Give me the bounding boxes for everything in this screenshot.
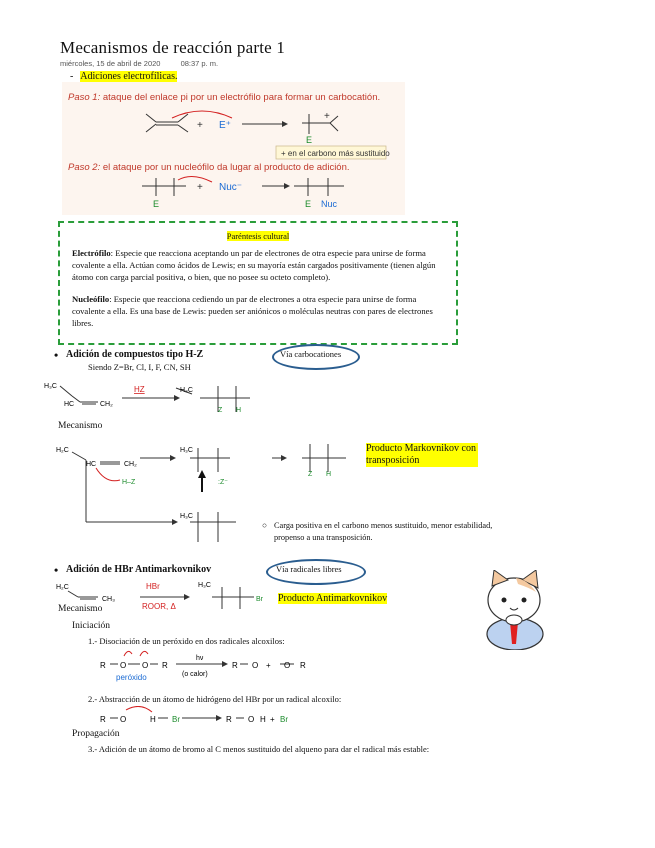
e-plus: E⁺ xyxy=(219,120,231,131)
paso1-line xyxy=(68,92,380,103)
step2-text: 2.- Abstracción de un átomo de hidrógeno del HBr por un radical alcoxilo: xyxy=(88,694,342,704)
svg-text:R: R xyxy=(162,661,168,670)
peroxido-label: peróxido xyxy=(116,673,147,682)
product-e-label: E xyxy=(305,199,312,209)
hbr-abstraction-scheme xyxy=(96,706,336,730)
svg-text:HZ: HZ xyxy=(134,385,145,394)
carbocation-note-text: Carga positiva en el carbono menos sustituido, menor estabilidad, propenso a una transposición. xyxy=(274,521,493,542)
circle-bullet: ○ xyxy=(262,521,268,530)
via-carbocationes: Vía carbocationes xyxy=(280,349,342,359)
nucleofilo-term: Nucleófilo xyxy=(72,294,110,304)
paso1-label: Paso 1: xyxy=(68,92,101,103)
nucleofilo-text: : Especie que reacciona cediendo un par de electrones a otra especie para unirse de forma covalente a ella. Es una base de Lewis: pueden ser aniónicos o moléculas neutras con pares de electrones libres. xyxy=(72,294,433,328)
svg-text:H₂C: H₂C xyxy=(56,584,69,591)
dash-bullet: - xyxy=(70,71,74,82)
svg-text:R: R xyxy=(100,715,106,724)
markovnikov-product: Producto Markovnikov con transposición xyxy=(366,443,476,466)
page-time: 08:37 p. m. xyxy=(180,59,219,68)
paso1-e-label: E xyxy=(306,135,313,145)
paso1-scheme xyxy=(62,104,405,164)
svg-text:H: H xyxy=(236,407,242,414)
paso1-note: + en el carbono más sustituido xyxy=(281,149,390,158)
svg-text:Br: Br xyxy=(280,715,288,724)
svg-text:O: O xyxy=(120,715,127,724)
electrofilo-term: Electrófilo xyxy=(72,248,111,258)
svg-text:R: R xyxy=(226,715,232,724)
electrofilo-definition xyxy=(72,247,444,283)
peroxide-scheme xyxy=(96,648,336,688)
paso1-text: ataque del enlace pi por un electrófilo para formar un carbocatión. xyxy=(102,92,381,103)
mecanismo-label-1: Mecanismo xyxy=(58,421,103,431)
svg-text:O: O xyxy=(142,661,149,670)
hbr-bottom: ROOR, Δ xyxy=(142,602,176,611)
paso2-text: el ataque por un nucleófilo da lugar al producto de adición. xyxy=(102,162,350,173)
cat-sticker-image xyxy=(480,570,550,650)
svg-text:H₃C: H₃C xyxy=(44,383,57,390)
svg-text:H: H xyxy=(150,715,156,724)
svg-text:Br: Br xyxy=(256,596,263,603)
hbr-top: HBr xyxy=(146,582,160,591)
svg-text:Z: Z xyxy=(308,471,313,478)
hv-label: hν xyxy=(196,655,204,662)
svg-text:R: R xyxy=(232,661,238,670)
svg-text:+: + xyxy=(197,120,203,131)
nuc-minus: Nuc⁻ xyxy=(219,182,243,193)
cultural-title-row xyxy=(60,226,456,244)
svg-text:+: + xyxy=(197,182,203,193)
svg-text:+: + xyxy=(270,715,275,724)
page-title: Mecanismos de reacción parte 1 xyxy=(60,38,286,57)
page-date: miércoles, 15 de abril de 2020 xyxy=(60,59,161,68)
svg-text:Z: Z xyxy=(218,407,223,414)
svg-text:+: + xyxy=(266,661,271,670)
electrofilo-text: : Especie que reacciona aceptando un par de electrones de otra especie para unirse de forma covalente a ella. Actúan como ácidos de Lewis; en su mayoría están cargados positivamente (tienen algún átomo con carga parcial positiva, o bien, que no posee su octeto completo). xyxy=(72,248,436,282)
svg-text:H₂C: H₂C xyxy=(56,447,69,454)
svg-text:H: H xyxy=(260,715,266,724)
section1-heading: Adiciones electrofílicas. xyxy=(80,71,178,82)
propagacion-label: Propagación xyxy=(72,729,120,739)
siendo-z: Siendo Z=Br, Cl, I, F, CN, SH xyxy=(88,362,191,372)
svg-text:H–Z: H–Z xyxy=(122,479,136,486)
svg-text::Z⁻: :Z⁻ xyxy=(218,479,228,486)
svg-text:H₃C: H₃C xyxy=(180,513,193,520)
svg-text:O: O xyxy=(120,661,127,670)
svg-text:O: O xyxy=(252,661,259,670)
step1-text: 1.- Disociación de un peróxido en dos radicales alcoxilos: xyxy=(88,636,285,646)
svg-text:CH₃: CH₃ xyxy=(102,596,115,603)
paso2-line xyxy=(68,162,350,173)
product-nuc-label: Nuc xyxy=(321,199,338,209)
page-meta xyxy=(60,59,236,68)
svg-text:CH₂: CH₂ xyxy=(124,461,137,468)
carbocation-note xyxy=(262,520,504,543)
svg-text:H₃C: H₃C xyxy=(180,447,193,454)
paso2-e-label: E xyxy=(153,199,160,209)
svg-text:O: O xyxy=(284,661,291,670)
svg-text:HC: HC xyxy=(86,461,97,468)
svg-text:CH₂: CH₂ xyxy=(100,401,113,408)
mecanismo-label-2: Mecanismo xyxy=(58,604,103,614)
svg-text:H: H xyxy=(326,471,332,478)
svg-text:O: O xyxy=(248,715,255,724)
svg-text:HC: HC xyxy=(64,401,75,408)
svg-text:H₃C: H₃C xyxy=(198,582,211,589)
nucleofilo-definition xyxy=(72,293,444,329)
step3-text: 3.- Adición de un átomo de bromo al C menos sustituido del alqueno para dar el radical más estable: xyxy=(88,744,430,754)
section1-heading-row xyxy=(70,71,177,82)
svg-text:Br: Br xyxy=(172,715,180,724)
section3-heading: • Adición de HBr Antimarkovnikov xyxy=(66,564,211,575)
svg-text:R: R xyxy=(100,661,106,670)
textbook-figure xyxy=(62,82,405,215)
paso2-label: Paso 2: xyxy=(68,162,101,173)
antimarkovnikov-product: Producto Antimarkovnikov xyxy=(278,593,388,604)
via-radicales: Vía radicales libres xyxy=(276,564,342,574)
svg-text:+: + xyxy=(324,111,330,122)
cultural-title: Paréntesis cultural xyxy=(226,231,290,241)
svg-text:H₃C: H₃C xyxy=(180,387,193,394)
section2-heading: • Adición de compuestos tipo H-Z xyxy=(66,349,203,360)
iniciacion-label: Iniciación xyxy=(72,621,110,631)
svg-text:R: R xyxy=(300,661,306,670)
cultural-box xyxy=(58,221,458,345)
calor-label: (o calor) xyxy=(182,671,208,678)
paso2-scheme xyxy=(62,174,405,214)
